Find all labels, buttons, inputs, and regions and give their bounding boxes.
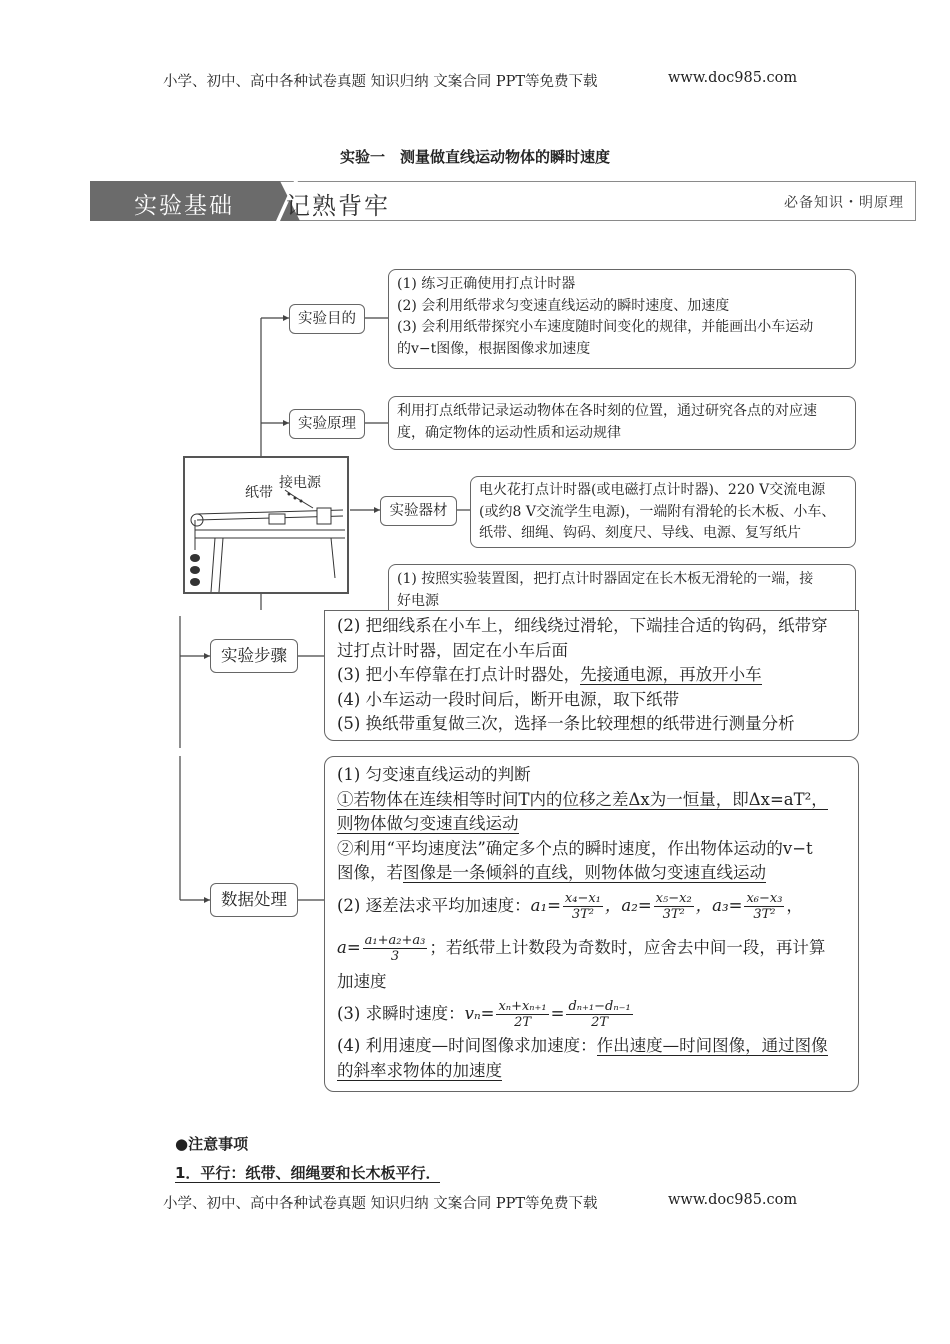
purpose-line-1: (1) 练习正确使用打点计时器 — [397, 276, 576, 292]
a2-label: ，a₂= — [604, 895, 652, 915]
data-line-5 — [337, 861, 846, 886]
notes-item-1 — [175, 1162, 440, 1183]
fraction-a3 — [744, 891, 784, 922]
fraction-d-den: 2T — [591, 1015, 609, 1030]
box-purpose — [388, 269, 856, 369]
a-comma: ， — [786, 895, 803, 915]
label-principle: 实验原理 — [289, 409, 365, 439]
fraction-a1-num: x₄−x₁ — [564, 890, 601, 906]
step3-plain: (3) 把小车停靠在打点计时器处， — [337, 665, 581, 684]
a-mean-label: a= — [337, 937, 361, 957]
label-equipment: 实验器材 — [380, 496, 457, 526]
fraction-d — [566, 999, 632, 1030]
data-line-10-plain: (4) 利用速度—时间图像求加速度： — [337, 1036, 597, 1055]
data-line-7 — [337, 926, 846, 970]
step2-line-2: 过打点计时器，固定在小车后面 — [337, 640, 568, 660]
data-line-3 — [337, 812, 846, 837]
data-line-3-underlined: 则物体做匀变速直线运动 — [337, 814, 519, 833]
header-text: 小学、初中、高中各种试卷真题 知识归纳 文案合同 PPT等免费下载 — [163, 74, 598, 90]
figure-label-power: 接电源 — [279, 475, 321, 491]
label-data-processing: 数据处理 — [210, 883, 298, 917]
footer-url[interactable]: www.doc985.com — [668, 1192, 798, 1208]
footer-text: 小学、初中、高中各种试卷真题 知识归纳 文案合同 PPT等免费下载 — [163, 1196, 598, 1212]
box-step-1 — [388, 564, 856, 610]
a1-label: a₁= — [530, 895, 561, 915]
notes-item-1-text: 1．平行：纸带、细绳要和长木板平行． — [175, 1164, 441, 1182]
fraction-a2 — [654, 891, 694, 922]
data-line-5-plain: 图像，若 — [337, 863, 403, 882]
step4-line: (4) 小车运动一段时间后，断开电源，取下纸带 — [337, 689, 680, 709]
a3-label: ，a₃= — [695, 895, 743, 915]
data-line-4: ②利用“平均速度法”确定多个点的瞬时速度，作出物体运动的v−t — [337, 838, 813, 858]
fraction-a-mean-den: 3 — [390, 948, 400, 964]
data-line-11 — [337, 1059, 846, 1084]
step3-line — [337, 663, 846, 688]
data-line-10-underlined: 作出速度—时间图像，通过图像 — [596, 1036, 828, 1055]
fraction-a-mean — [363, 933, 428, 964]
box-steps — [324, 610, 859, 741]
diff-method-prefix: (2) 逐差法求平均加速度： — [337, 895, 531, 915]
step3-underlined: 先接通电源，再放开小车 — [580, 665, 762, 684]
data-line-1: (1) 匀变速直线运动的判断 — [337, 765, 531, 784]
data-line-11-underlined: 的斜率求物体的加速度 — [337, 1060, 502, 1080]
fraction-a2-den: 3T² — [662, 906, 685, 922]
label-steps: 实验步骤 — [210, 639, 298, 673]
data-line-9 — [337, 994, 846, 1034]
vn-label: vₙ= — [464, 1004, 495, 1023]
figure-label-paper: 纸带 — [245, 485, 273, 501]
step1-line-1: (1) 按照实验装置图，把打点计时器固定在长木板无滑轮的一端，接 — [397, 571, 814, 587]
fraction-a3-num: x₆−x₃ — [746, 890, 783, 906]
equals-sign: = — [550, 1004, 565, 1023]
data-line-2-underlined: ①若物体在连续相等时间T内的位移之差Δx为一恒量，即Δx=aT²， — [337, 789, 828, 809]
fraction-vn-num: xₙ+xₙ₊₁ — [498, 999, 547, 1014]
step1-line-2: 好电源 — [397, 592, 439, 609]
label-purpose: 实验目的 — [289, 304, 365, 334]
data-line-7-rest: ；若纸带上计数段为奇数时，应舍去中间一段，再计算 — [429, 937, 826, 957]
purpose-line-4: 的v−t图像，根据图像求加速度 — [397, 340, 591, 357]
purpose-line-2: (2) 会利用纸带求匀变速直线运动的瞬时速度、加速度 — [397, 297, 730, 314]
data-line-6 — [337, 886, 846, 926]
fraction-a1-den: 3T² — [571, 906, 594, 922]
data-line-5-underlined: 图像是一条倾斜的直线，则物体做匀变速直线运动 — [403, 863, 766, 882]
fraction-a-mean-num: a₁+a₂+a₃ — [364, 932, 426, 948]
apparatus-figure — [183, 456, 349, 594]
page-title: 实验一 测量做直线运动物体的瞬时速度 — [339, 148, 610, 166]
fraction-a2-num: x₅−x₂ — [655, 890, 692, 906]
principle-line-2: 度，确定物体的运动性质和运动规律 — [397, 424, 621, 441]
fraction-d-num: dₙ₊₁−dₙ₋₁ — [568, 999, 631, 1014]
equipment-line-1: 电火花打点计时器(或电磁打点计时器)、220 V交流电源 — [479, 482, 826, 498]
box-equipment — [470, 476, 856, 548]
data-line-8: 加速度 — [337, 971, 387, 991]
principle-line-1: 利用打点纸带记录运动物体在各时刻的位置，通过研究各点的对应速 — [397, 403, 817, 419]
instant-velocity-prefix: (3) 求瞬时速度： — [337, 1004, 465, 1023]
equipment-line-2: (或约8 V交流学生电源)，一端附有滑轮的长木板、小车、 — [479, 503, 836, 520]
fraction-a1 — [563, 891, 603, 922]
box-principle — [388, 396, 856, 450]
apparatus-drawing — [185, 458, 347, 592]
step2-line-1: (2) 把细线系在小车上，细线绕过滑轮，下端挂合适的钩码，纸带穿 — [337, 616, 828, 635]
fraction-a3-den: 3T² — [753, 906, 776, 922]
data-line-10 — [337, 1034, 846, 1059]
equipment-line-3: 纸带、细绳、钩码、刻度尺、导线、电源、复写纸片 — [479, 525, 801, 541]
banner-left-text: 实验基础 — [134, 193, 234, 219]
box-data-processing — [324, 756, 859, 1092]
banner-right-text: 必备知识・明原理 — [784, 195, 904, 211]
fraction-vn — [496, 999, 548, 1030]
header-url[interactable]: www.doc985.com — [668, 70, 798, 86]
notes-heading: ●注意事项 — [175, 1135, 249, 1153]
banner-middle-text: 记熟背牢 — [286, 192, 390, 220]
purpose-line-3: (3) 会利用纸带探究小车速度随时间变化的规律，并能画出小车运动 — [397, 319, 814, 335]
fraction-vn-den: 2T — [514, 1015, 532, 1030]
data-line-2 — [337, 788, 846, 813]
step5-line: (5) 换纸带重复做三次，选择一条比较理想的纸带进行测量分析 — [337, 714, 795, 733]
